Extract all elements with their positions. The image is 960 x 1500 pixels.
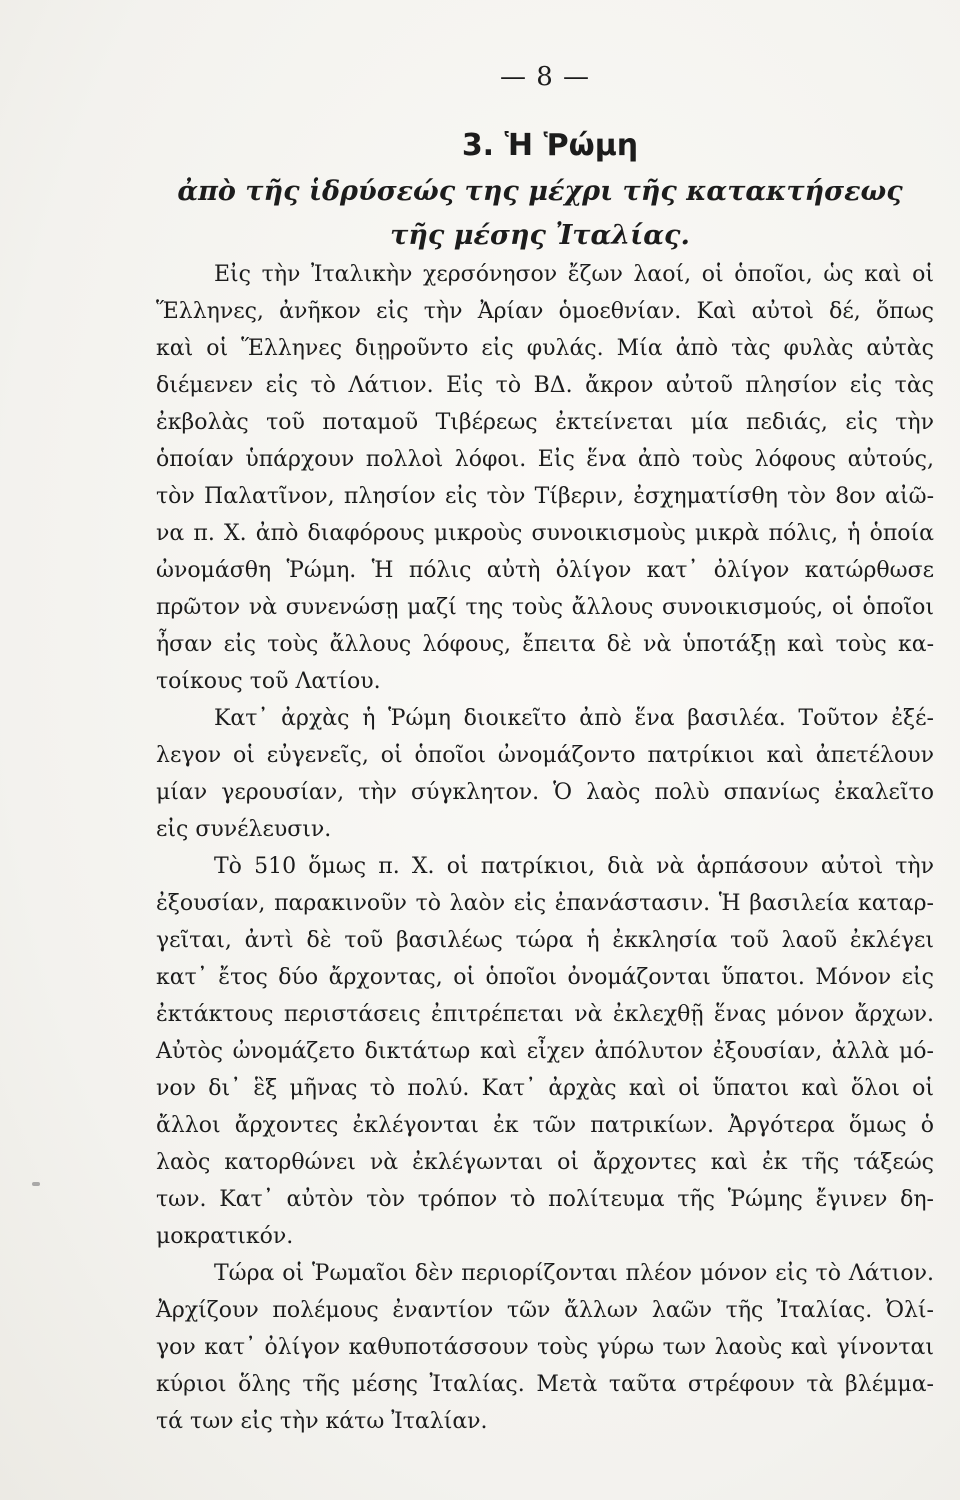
text-line: καὶ οἱ Ἕλληνες διῃροῦντο εἰς φυλάς. Μία ἀπὸ τὰς φυλὰς αὐτὰς	[156, 336, 934, 361]
text-line: Κατ᾽ ἀρχὰς ἡ Ῥώμη διοικεῖτο ἀπὸ ἕνα βασιλέα. Τοῦτον ἐξέ-	[214, 706, 934, 731]
text-line: ἐξουσίαν, παρακινοῦν τὸ λαὸν εἰς ἐπανάστασιν. Ἡ βασιλεία καταρ-	[156, 891, 934, 916]
text-line: κύριοι ὅλης τῆς μέσης Ἰταλίας. Μετὰ ταῦτα στρέφουν τὰ βλέμμα-	[156, 1372, 934, 1397]
text-line: Τώρα οἱ Ῥωμαῖοι δὲν περιορίζονται πλέον μόνον εἰς τὸ Λάτιον.	[214, 1261, 934, 1286]
text-line: των. Κατ᾽ αὐτὸν τὸν τρόπον τὸ πολίτευμα τῆς Ῥώμης ἔγινεν δη-	[156, 1187, 934, 1212]
text-line: λεγον οἱ εὐγενεῖς, οἱ ὁποῖοι ὠνομάζοντο πατρίκιοι καὶ ἀπετέλουν	[156, 743, 934, 768]
text-line: εἰς συνέλευσιν.	[156, 817, 332, 842]
text-line: γεῖται, ἀντὶ δὲ τοῦ βασιλέως τώρα ἡ ἐκκλησία τοῦ λαοῦ ἐκλέγει	[156, 928, 934, 953]
chapter-subtitle: ἀπὸ τῆς ἱδρύσεώς της μέχρι τῆς κατακτήσεως τῆς μέσης Ἰταλίας.	[177, 176, 903, 251]
text-line: γον κατ᾽ ὀλίγον καθυποτάσσουν τοὺς γύρω των λαοὺς καὶ γίνονται	[156, 1335, 934, 1360]
text-line: ὁποίαν ὑπάρχουν πολλοὶ λόφοι. Εἰς ἕνα ἀπὸ τοὺς λόφους αὐτούς,	[156, 447, 934, 472]
text-line: ἐκβολὰς τοῦ ποταμοῦ Τιβέρεως ἐκτείνεται μία πεδιάς, εἰς τὴν	[156, 410, 934, 435]
text-line: Εἰς τὴν Ἰταλικὴν χερσόνησον ἔζων λαοί, οἱ ὁποῖοι, ὡς καὶ οἱ	[214, 262, 934, 287]
text-line: μίαν γερουσίαν, τὴν σύγκλητον. Ὁ λαὸς πολὺ σπανίως ἐκαλεῖτο	[156, 780, 934, 805]
text-line: τοίκους τοῦ Λατίου.	[156, 669, 381, 694]
text-line: ὠνομάσθη Ῥώμη. Ἡ πόλις αὐτὴ ὀλίγον κατ᾽ ὀλίγον κατώρθωσε	[156, 558, 934, 583]
chapter-title: 3. Ἡ Ῥώμη	[461, 128, 639, 163]
text-line: λαὸς κατορθώνει νὰ ἐκλέγωνται οἱ ἄρχοντες καὶ ἐκ τῆς τάξεώς	[156, 1150, 934, 1175]
text-line: διέμενεν εἰς τὸ Λάτιον. Εἰς τὸ ΒΔ. ἄκρον αὐτοῦ πλησίον εἰς τὰς	[156, 373, 934, 398]
text-line: τὸν Παλατῖνον, πλησίον εἰς τὸν Τίβεριν, ἐσχηματίσθη τὸν 8ον αἰῶ-	[156, 484, 934, 509]
text-line: ἐκτάκτους περιστάσεις ἐπιτρέπεται νὰ ἐκλεχθῇ ἕνας μόνον ἄρχων.	[156, 1002, 934, 1027]
paragraph	[156, 848, 934, 1255]
text-line: νον δι᾽ ἓξ μῆνας τὸ πολύ. Κατ᾽ ἀρχὰς καὶ οἱ ὕπατοι καὶ ὅλοι οἱ	[156, 1076, 934, 1101]
text-line: μοκρατικόν.	[156, 1224, 294, 1249]
text-line: πρῶτον νὰ συνενώσῃ μαζί της τοὺς ἄλλους συνοικισμούς, οἱ ὁποῖοι	[156, 595, 934, 620]
text-line: τά των εἰς τὴν κάτω Ἰταλίαν.	[156, 1409, 488, 1434]
text-line: κατ᾽ ἔτος δύο ἄρχοντας, οἱ ὁποῖοι ὀνομάζονται ὕπατοι. Μόνον εἰς	[156, 965, 934, 990]
text-line: Αὐτὸς ὠνομάζετο δικτάτωρ καὶ εἶχεν ἀπόλυτον ἐξουσίαν, ἀλλὰ μό-	[156, 1039, 934, 1064]
body-text	[156, 256, 934, 1440]
text-line: να π. Χ. ἀπὸ διαφόρους μικροὺς συνοικισμοὺς μικρὰ πόλις, ἡ ὁποία	[156, 521, 934, 546]
paragraph	[156, 256, 934, 700]
text-line: ἄλλοι ἄρχοντες ἐκλέγονται ἐκ τῶν πατρικίων. Ἀργότερα ὅμως ὁ	[156, 1113, 934, 1138]
text-line: Ἀρχίζουν πολέμους ἐναντίον τῶν ἄλλων λαῶν τῆς Ἰταλίας. Ὀλί-	[156, 1298, 934, 1323]
paragraph	[156, 700, 934, 848]
text-line: ἦσαν εἰς τοὺς ἄλλους λόφους, ἔπειτα δὲ νὰ ὑποτάξῃ καὶ τοὺς κα-	[156, 632, 934, 657]
text-line: Τὸ 510 ὅμως π. Χ. οἱ πατρίκιοι, διὰ νὰ ἁρπάσουν αὐτοὶ τὴν	[214, 854, 934, 879]
scan-speck	[32, 1182, 40, 1186]
paragraph	[156, 1255, 934, 1440]
text-line: Ἕλληνες, ἀνῆκον εἰς τὴν Ἀρίαν ὁμοεθνίαν. Καὶ αὐτοὶ δέ, ὅπως	[156, 299, 934, 324]
page-number: — 8 —	[499, 62, 591, 92]
